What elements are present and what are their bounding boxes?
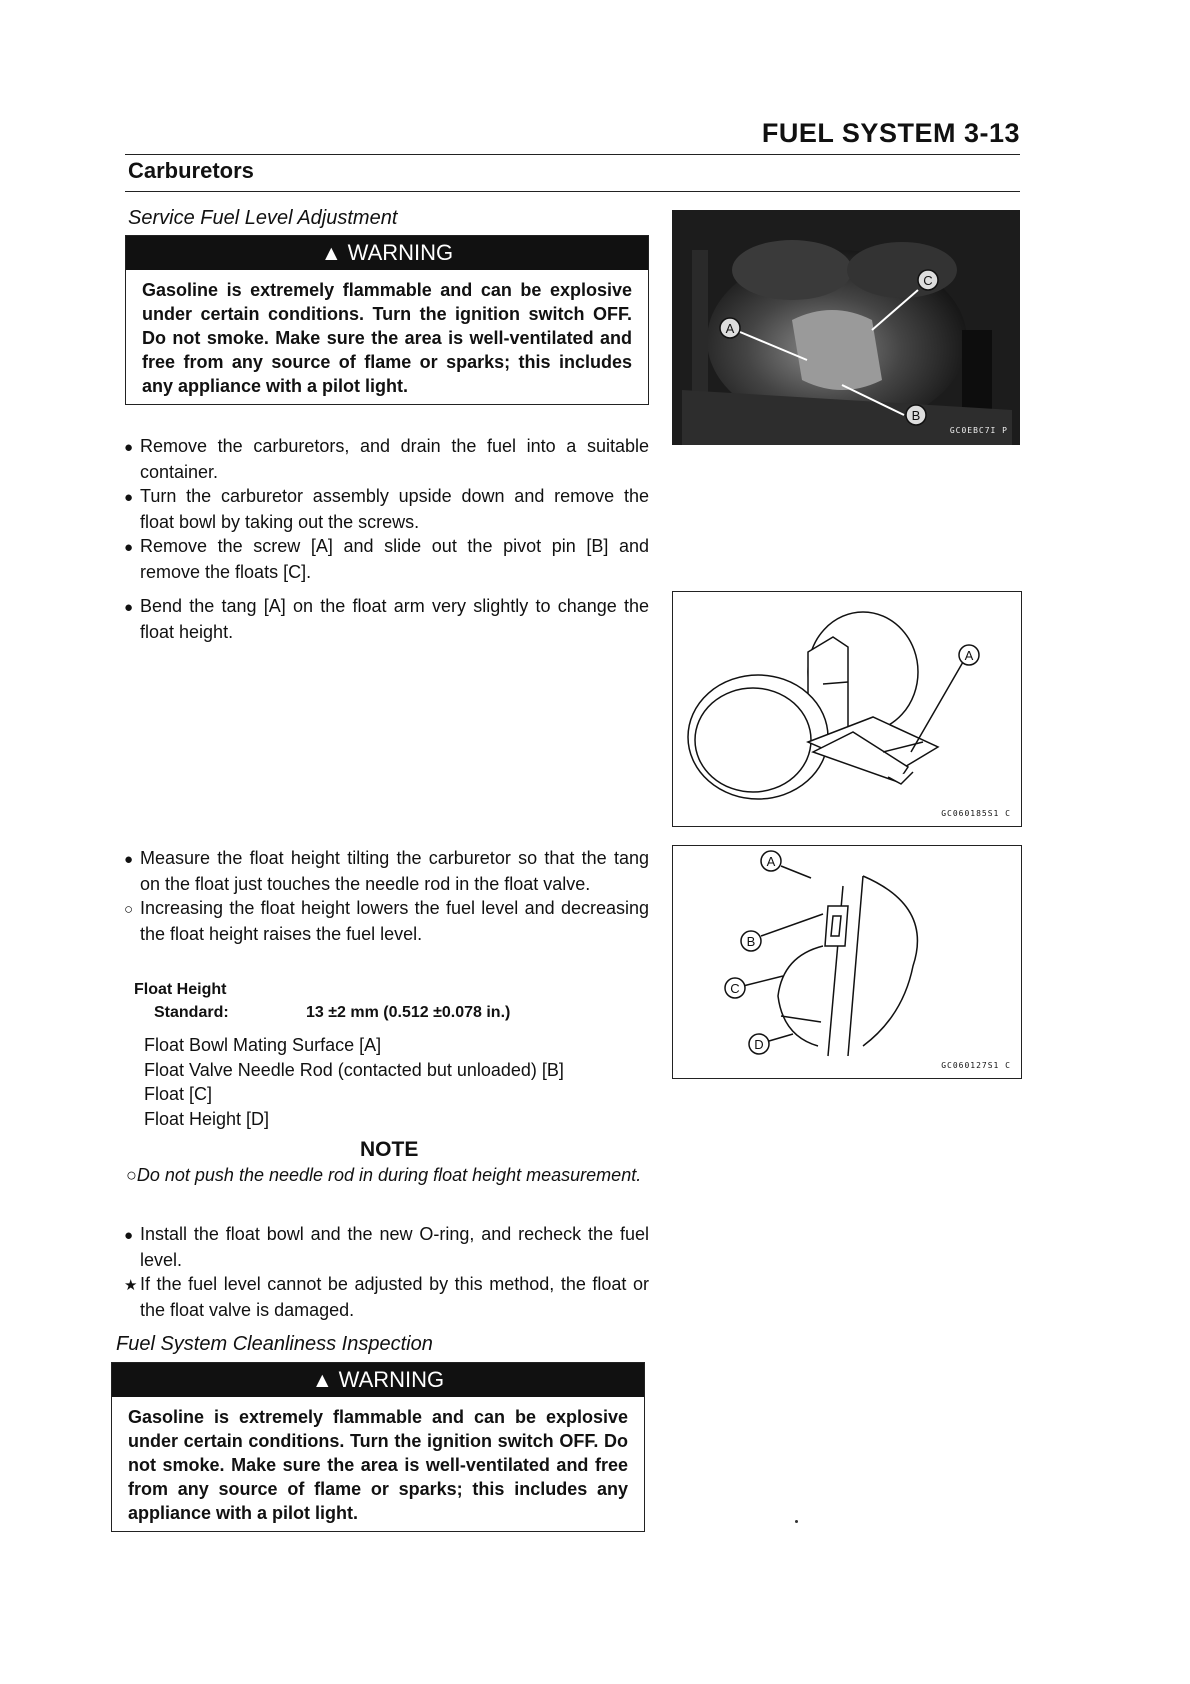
subsection-title-inspection: Fuel System Cleanliness Inspection	[116, 1333, 433, 1355]
legend-item: Float [C]	[144, 1084, 213, 1104]
float-height-diagram	[672, 845, 1022, 1079]
bullet-icon: ●	[124, 851, 134, 868]
spec-value: 13 ±2 mm (0.512 ±0.078 in.)	[306, 1004, 511, 1021]
circle-bullet-icon: ○	[126, 1165, 137, 1185]
list-item: ● Remove the carburetors, and drain the fuel into a suitable container.	[124, 436, 649, 482]
note-heading: NOTE	[360, 1138, 419, 1161]
legend-item: Float Bowl Mating Surface [A]	[144, 1035, 382, 1055]
bullet-icon: ●	[124, 599, 134, 616]
label-b: B	[746, 934, 756, 949]
legend-item: Float Valve Needle Rod (contacted but unloaded) [B]	[144, 1059, 564, 1080]
figure-code: GC060185S1 C	[941, 809, 1011, 818]
label-a: A	[766, 854, 776, 869]
spec-title: Float Height	[134, 981, 227, 998]
carburetor-photo-image	[672, 210, 1020, 445]
bullet-icon: ●	[124, 439, 134, 456]
label-c: C	[923, 273, 933, 288]
list-item: ● Install the float bowl and the new O-ring, and recheck the fuel level.	[124, 1224, 649, 1270]
warning-text: Gasoline is extremely flammable and can be explosive under certain conditions. Turn the ignition switch OFF. Do not smoke. Make sure the area is well-ventilated and free from any source of flame or sparks; this includes any appliance with a pilot light.	[142, 280, 632, 396]
list-item: ● Bend the tang [A] on the float arm very slightly to change the float height.	[124, 596, 649, 642]
warning-box	[111, 1362, 645, 1532]
spec-row	[154, 1004, 510, 1022]
list-item: ● Measure the float height tilting the carburetor so that the tang on the float just touches the needle rod in the float valve.	[124, 848, 649, 894]
label-c: C	[730, 981, 740, 996]
figure-legend	[144, 1033, 564, 1131]
bullet-icon: ●	[124, 539, 134, 556]
list-item: ○ Increasing the float height lowers the fuel level and decreasing the float height raises the fuel level.	[124, 898, 649, 944]
bullet-icon: ●	[124, 1227, 134, 1244]
carburetor-photo	[672, 210, 1020, 445]
note-text: ○Do not push the needle rod in during float height measurement.	[126, 1165, 642, 1185]
steps-block-2	[124, 594, 649, 644]
steps-block-1	[124, 434, 649, 584]
warning-triangle-icon: ▲	[311, 1369, 333, 1392]
legend-item: Float Height [D]	[144, 1108, 270, 1129]
warning-box	[125, 235, 649, 405]
warning-text: Gasoline is extremely flammable and can be explosive under certain conditions. Turn the ignition switch OFF. Do not smoke. Make sure the area is well-ventilated and free from any source of flame or sparks; this includes any appliance with a pilot light.	[128, 1407, 628, 1523]
warning-label: WARNING	[347, 240, 454, 265]
warning-label: WARNING	[338, 1367, 445, 1392]
bullet-icon: ●	[124, 489, 134, 506]
header-rule	[125, 154, 1020, 155]
float-diagram	[672, 591, 1022, 827]
stray-mark	[795, 1520, 798, 1523]
label-a: A	[725, 321, 735, 336]
figure-code: GC060127S1 C	[941, 1061, 1011, 1070]
float-diagram-svg	[673, 592, 1021, 826]
label-d: D	[754, 1037, 764, 1052]
list-item: ● Turn the carburetor assembly upside down and remove the float bowl by taking out the screws.	[124, 486, 649, 532]
steps-block-4	[124, 1222, 649, 1322]
list-item: ★ If the fuel level cannot be adjusted by this method, the float or the float valve is damaged.	[124, 1274, 649, 1320]
warning-bar	[126, 236, 648, 270]
list-item: ● Remove the screw [A] and slide out the pivot pin [B] and remove the floats [C].	[124, 536, 649, 582]
figure-code: GC0EBC7I P	[949, 426, 1008, 435]
warning-bar	[112, 1363, 644, 1397]
circle-bullet-icon: ○	[124, 901, 134, 918]
float-height-diagram-svg	[673, 846, 1021, 1078]
section-rule	[125, 191, 1020, 192]
section-title: Carburetors	[128, 158, 254, 183]
label-b: B	[911, 408, 921, 423]
label-a: A	[964, 648, 974, 663]
steps-block-3	[124, 846, 649, 946]
page-header-title: FUEL SYSTEM 3-13	[761, 118, 1020, 148]
subsection-title-service: Service Fuel Level Adjustment	[128, 207, 398, 229]
star-icon: ★	[124, 1277, 138, 1294]
spec-label: Standard:	[154, 1004, 229, 1021]
warning-triangle-icon: ▲	[320, 242, 342, 265]
